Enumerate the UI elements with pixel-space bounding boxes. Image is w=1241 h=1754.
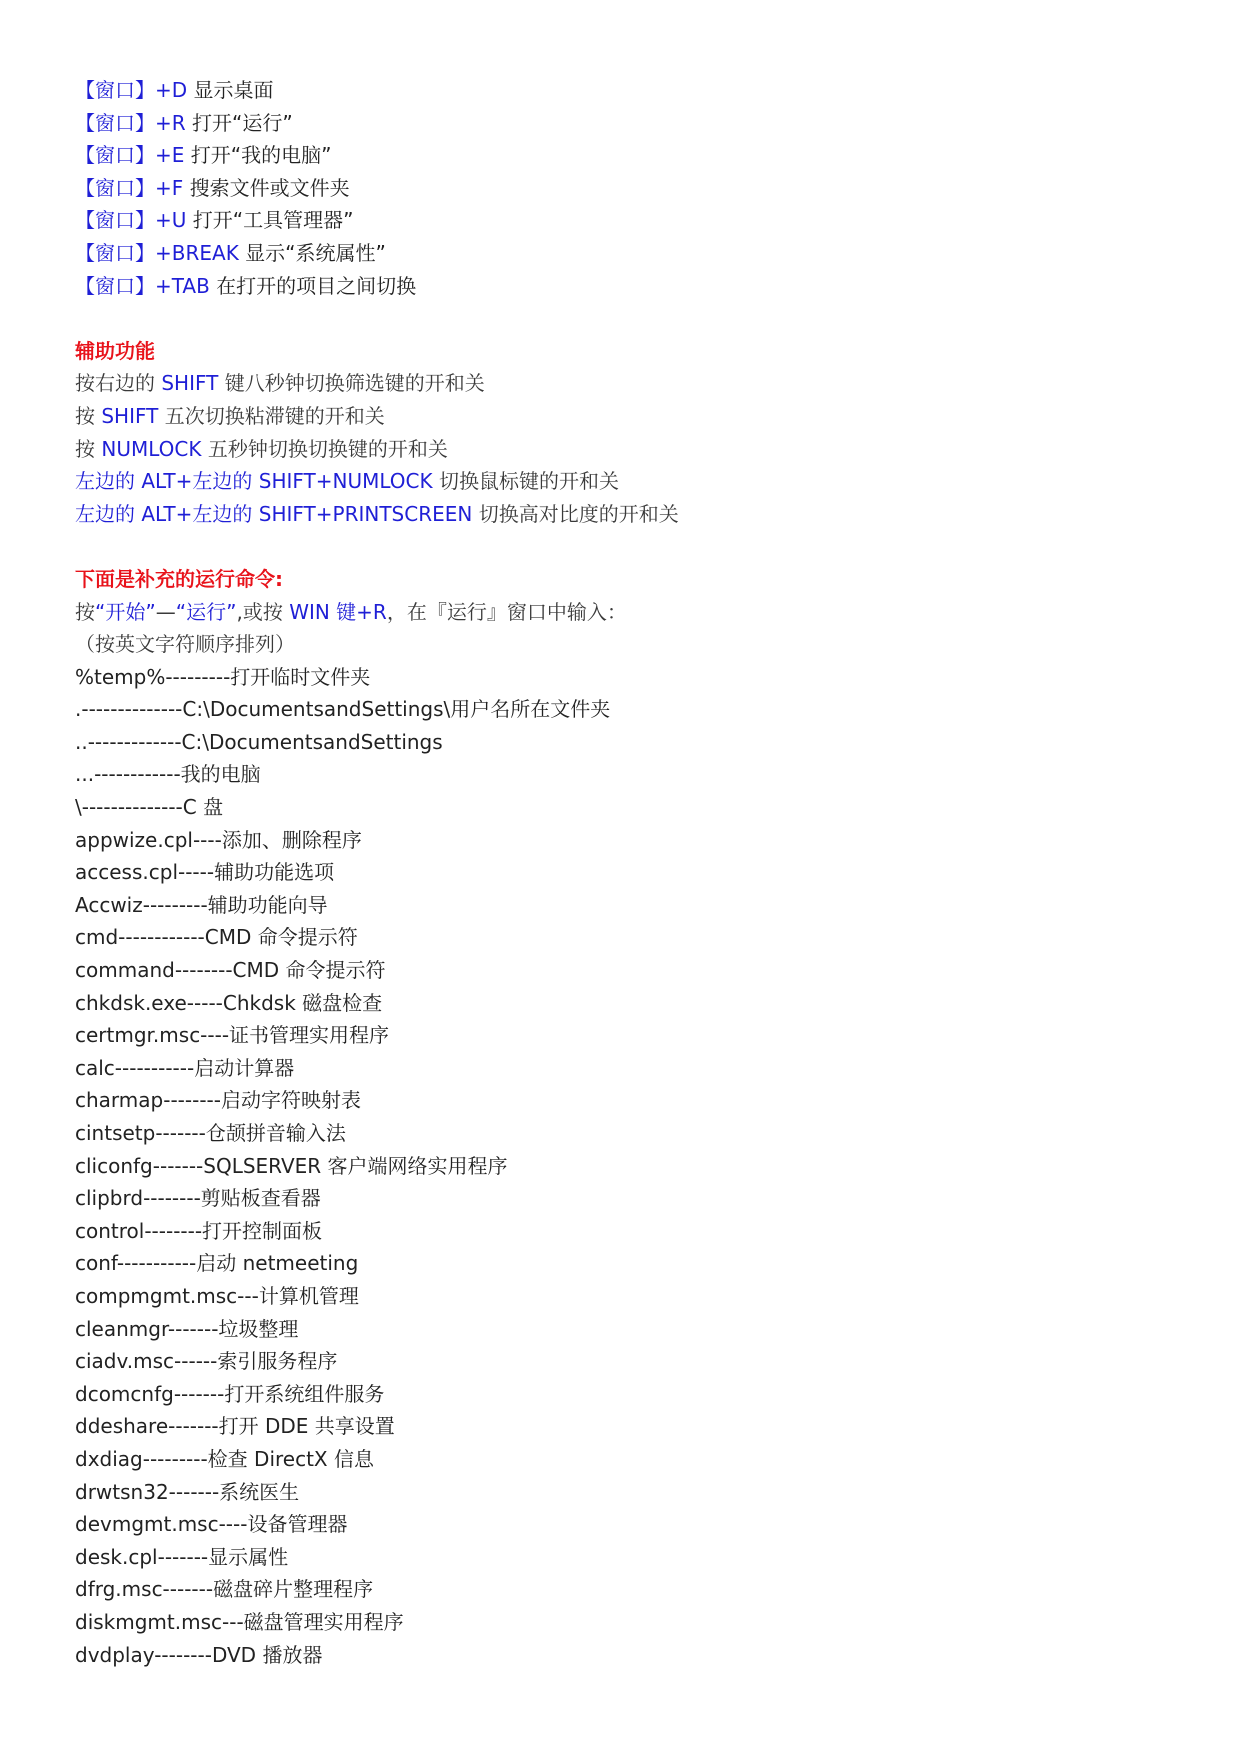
key-name: 左边的 ALT+左边的 SHIFT+NUMLOCK bbox=[75, 469, 433, 494]
line-prefix: 按 bbox=[75, 403, 102, 428]
command-item: diskmgmt.msc---磁盘管理实用程序 bbox=[75, 1609, 404, 1634]
command-item: calc-----------启动计算器 bbox=[75, 1055, 295, 1080]
spacer bbox=[75, 302, 1175, 335]
shortcut-desc: 显示“系统属性” bbox=[245, 240, 386, 265]
shortcut-list bbox=[75, 74, 1175, 302]
command-item: dcomcnfg-------打开系统组件服务 bbox=[75, 1381, 385, 1406]
command-item: %temp%---------打开临时文件夹 bbox=[75, 664, 371, 689]
command-item: dvdplay--------DVD 播放器 bbox=[75, 1642, 323, 1667]
command-item: cmd------------CMD 命令提示符 bbox=[75, 925, 358, 950]
key-name: 左边的 ALT+左边的 SHIFT+PRINTSCREEN bbox=[75, 501, 473, 526]
accessibility-line bbox=[75, 465, 1175, 498]
shortcut-key: 【窗口】+E bbox=[75, 143, 185, 168]
command-item: appwize.cpl----添加、删除程序 bbox=[75, 827, 362, 852]
shortcut-key: 【窗口】+TAB bbox=[75, 273, 210, 298]
command-item: \--------------C 盘 bbox=[75, 795, 224, 820]
line-suffix: 切换高对比度的开和关 bbox=[472, 501, 679, 526]
intro-run: “运行” bbox=[175, 599, 237, 624]
command-item: clipbrd--------剪贴板查看器 bbox=[75, 1186, 321, 1211]
command-item: cintsetp-------仓颉拼音输入法 bbox=[75, 1121, 346, 1145]
run-commands-section bbox=[75, 563, 1175, 1671]
line-suffix: 切换鼠标键的开和关 bbox=[432, 469, 619, 494]
command-item: access.cpl-----辅助功能选项 bbox=[75, 860, 335, 885]
section-heading: 辅助功能 bbox=[75, 338, 155, 363]
accessibility-line bbox=[75, 400, 1175, 433]
shortcut-key: 【窗口】+BREAK bbox=[75, 240, 239, 265]
intro-text: 按 bbox=[75, 599, 95, 624]
command-item: dfrg.msc-------磁盘碎片整理程序 bbox=[75, 1577, 374, 1602]
shortcut-line bbox=[75, 172, 1175, 205]
command-item: certmgr.msc----证书管理实用程序 bbox=[75, 1023, 390, 1048]
shortcut-line bbox=[75, 270, 1175, 303]
line-suffix: 五次切换粘滞键的开和关 bbox=[158, 403, 385, 428]
intro-start: “开始” bbox=[95, 599, 156, 624]
command-item: command--------CMD 命令提示符 bbox=[75, 958, 386, 983]
accessibility-line bbox=[75, 367, 1175, 400]
intro-text: ,或按 bbox=[236, 599, 290, 624]
key-name: NUMLOCK bbox=[101, 436, 202, 461]
shortcut-desc: 打开“运行” bbox=[192, 110, 293, 135]
shortcut-line bbox=[75, 204, 1175, 237]
shortcut-line bbox=[75, 237, 1175, 270]
shortcut-desc: 搜索文件或文件夹 bbox=[189, 175, 350, 200]
command-item: charmap--------启动字符映射表 bbox=[75, 1088, 361, 1113]
shortcut-desc: 打开“工具管理器” bbox=[192, 208, 354, 233]
shortcut-desc: 在打开的项目之间切换 bbox=[216, 273, 417, 298]
command-item: ddeshare-------打开 DDE 共享设置 bbox=[75, 1414, 395, 1439]
command-item: cliconfg-------SQLSERVER 客户端网络实用程序 bbox=[75, 1153, 508, 1178]
shortcut-line bbox=[75, 107, 1175, 140]
command-item: ...------------我的电脑 bbox=[75, 762, 261, 787]
shortcut-line bbox=[75, 74, 1175, 107]
document-page bbox=[75, 74, 1175, 1671]
command-item: dxdiag---------检查 DirectX 信息 bbox=[75, 1446, 374, 1471]
key-name: SHIFT bbox=[161, 371, 219, 396]
line-prefix: 按右边的 bbox=[75, 371, 162, 396]
accessibility-line bbox=[75, 433, 1175, 466]
command-item: control--------打开控制面板 bbox=[75, 1218, 323, 1243]
shortcut-line bbox=[75, 139, 1175, 172]
spacer bbox=[75, 530, 1175, 563]
order-note: （按英文字符顺序排列） bbox=[75, 632, 295, 657]
command-item: drwtsn32-------系统医生 bbox=[75, 1479, 300, 1504]
run-intro bbox=[75, 596, 1175, 629]
intro-win-key: WIN 键+R bbox=[289, 599, 387, 624]
shortcut-desc: 打开“我的电脑” bbox=[190, 143, 332, 168]
key-name: SHIFT bbox=[101, 403, 159, 428]
command-item: .--------------C:\DocumentsandSettings\用户名所在文件夹 bbox=[75, 697, 611, 722]
shortcut-key: 【窗口】+U bbox=[75, 208, 187, 233]
accessibility-line bbox=[75, 498, 1175, 531]
shortcut-key: 【窗口】+R bbox=[75, 110, 186, 135]
command-item: devmgmt.msc----设备管理器 bbox=[75, 1512, 348, 1537]
line-prefix: 按 bbox=[75, 436, 102, 461]
line-suffix: 五秒钟切换切换键的开和关 bbox=[201, 436, 448, 461]
command-item: desk.cpl-------显示属性 bbox=[75, 1544, 289, 1569]
shortcut-key: 【窗口】+F bbox=[75, 175, 184, 200]
line-suffix: 键八秒钟切换筛选键的开和关 bbox=[218, 371, 485, 396]
shortcut-key: 【窗口】+D bbox=[75, 78, 188, 102]
intro-text: ，在『运行』窗口中输入： bbox=[386, 599, 627, 624]
command-item: chkdsk.exe-----Chkdsk 磁盘检查 bbox=[75, 990, 383, 1015]
command-item: ..-------------C:\DocumentsandSettings bbox=[75, 729, 443, 754]
command-item: ciadv.msc------索引服务程序 bbox=[75, 1349, 338, 1374]
section-heading: 下面是补充的运行命令: bbox=[75, 566, 283, 591]
accessibility-section bbox=[75, 335, 1175, 531]
command-item: cleanmgr-------垃圾整理 bbox=[75, 1316, 299, 1341]
intro-dash: — bbox=[155, 599, 176, 624]
command-item: compmgmt.msc---计算机管理 bbox=[75, 1283, 359, 1308]
command-item: conf-----------启动 netmeeting bbox=[75, 1251, 359, 1276]
shortcut-desc: 显示桌面 bbox=[193, 78, 274, 102]
command-item: Accwiz---------辅助功能向导 bbox=[75, 892, 328, 917]
command-list bbox=[75, 661, 1175, 1671]
